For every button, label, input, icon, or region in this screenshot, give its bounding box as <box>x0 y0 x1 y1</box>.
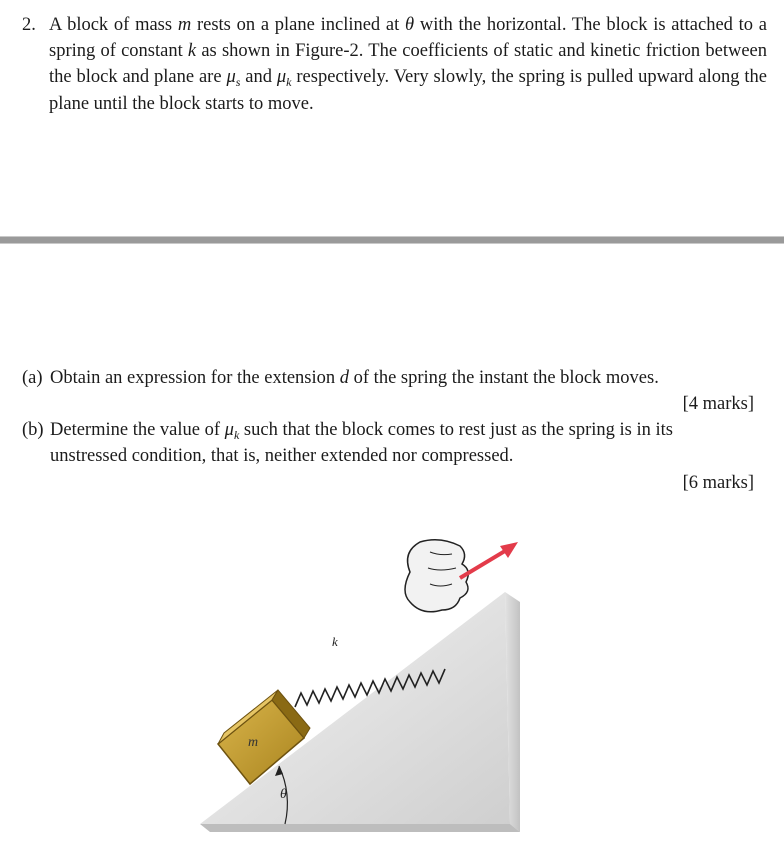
part-b-text-line2: unstressed condition, that is, neither extended nor compressed. <box>50 446 514 466</box>
part-a-text: Obtain an expression for the extension d of the spring the instant the block moves. <box>50 368 659 388</box>
angle-label: θ <box>280 787 287 802</box>
section-divider <box>0 232 784 246</box>
mass-label: m <box>248 735 259 750</box>
question-2 <box>22 12 767 117</box>
part-b-text: Determine the value of $\mu_k$ such that the block comes to rest just as the spring is in its <box>50 420 673 442</box>
incline-base <box>200 824 520 832</box>
hand-icon <box>405 540 468 612</box>
part-b-marks: [6 marks] <box>682 473 754 493</box>
figure-2 <box>110 532 530 852</box>
figure-2-drawing <box>110 532 530 852</box>
part-a <box>22 365 767 391</box>
part-a-label: (a) <box>22 368 43 388</box>
incline-plane <box>200 592 510 824</box>
question-2-text: A block of mass m rests on a plane inclined at θ with the horizontal. The block is attached to a spring of constant k as shown in Figure-2. The coefficients of static and kinetic friction between the block and plane are $\mu_s$ and $\mu_k$ respectively. Very slowly, the spring is pulled upward along the plane until the block starts to move. <box>49 15 768 114</box>
divider-bar <box>0 236 784 244</box>
part-b <box>22 417 767 469</box>
spring-label: k <box>332 634 338 649</box>
pull-arrow-icon <box>460 542 518 578</box>
part-a-marks: [4 marks] <box>682 394 754 414</box>
part-b-label: (b) <box>22 420 44 440</box>
question-number: 2. <box>22 15 36 35</box>
